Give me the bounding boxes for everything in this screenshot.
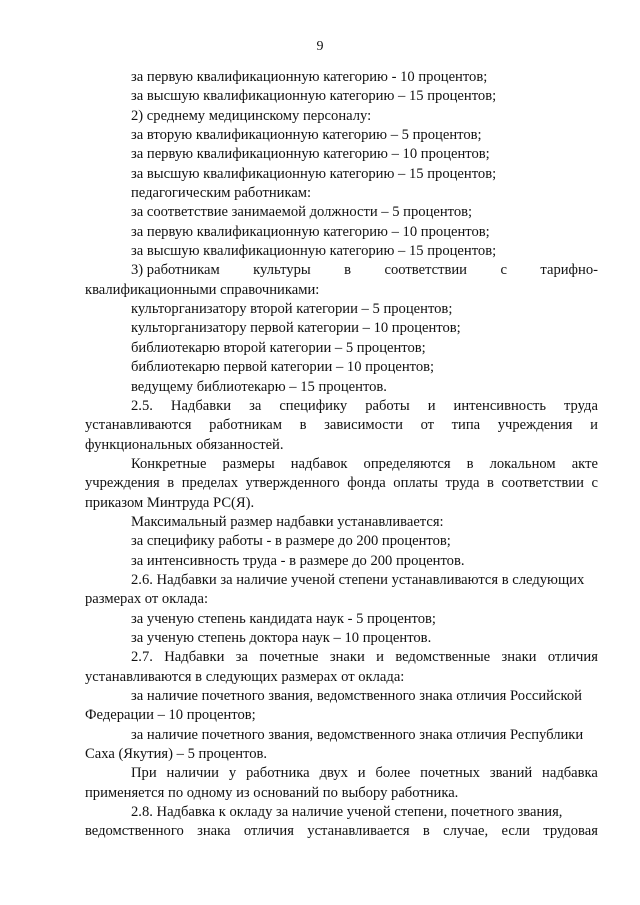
word: в (344, 262, 352, 279)
text-line: за наличие почетного звания, ведомственного знака отличия Российской (131, 688, 582, 704)
word: Надбавки (170, 397, 232, 414)
text-line: за высшую квалификационную категорию – 15 процентов; (131, 165, 497, 182)
word: устанавливаются (85, 417, 192, 434)
word: работникам (209, 417, 283, 434)
text-line: за первую квалификационную категорию - 10 процентов; (131, 69, 488, 85)
word: если (501, 823, 530, 840)
text-line: за ученую степень кандидата наук - 5 процентов; (131, 610, 436, 627)
text-line: за интенсивность труда - в размере до 200 процентов. (131, 552, 465, 569)
word: акте (571, 455, 598, 472)
word: от (420, 417, 435, 434)
text-line (85, 416, 598, 435)
word: Конкретные (131, 455, 207, 472)
text-line: за первую квалификационную категорию – 10 процентов; (131, 223, 490, 240)
text-line: Максимальный размер надбавки устанавливается: (131, 513, 444, 530)
word: учреждения (497, 417, 573, 434)
word: устанавливается (307, 823, 410, 840)
word: отличия (243, 823, 294, 840)
word: локальном (489, 455, 556, 472)
word: фонда (347, 475, 386, 492)
text-line: Саха (Якутия) – 5 процентов. (85, 746, 268, 763)
word: работника (246, 765, 310, 782)
word: знаки (329, 649, 365, 666)
word: двух (319, 765, 348, 782)
word: труда (564, 397, 598, 414)
text-line: функциональных обязанностей. (85, 436, 284, 453)
word: зависимости (324, 417, 403, 434)
word: трудовая (543, 823, 598, 840)
word: отличия (547, 649, 598, 666)
word: и (376, 649, 384, 666)
text-line: ведущему библиотекарю – 15 процентов. (131, 378, 387, 395)
text-line: 2.6. Надбавки за наличие ученой степени устанавливаются в следующих (131, 571, 585, 588)
word: соответствии (501, 475, 584, 492)
word: у (228, 765, 237, 782)
word: в (167, 475, 175, 492)
word: и (427, 397, 436, 414)
word: надбавка (542, 765, 598, 782)
text-line (85, 397, 598, 416)
word: за (235, 649, 249, 666)
word: с (500, 262, 507, 279)
word: случае, (443, 823, 489, 840)
word: знака (197, 823, 231, 840)
text-line: устанавливаются в следующих размерах от оклада: (85, 668, 405, 685)
text-line (85, 455, 598, 474)
text-line (85, 648, 598, 667)
page-number: 9 (316, 39, 324, 54)
word: почетные (259, 649, 319, 666)
text-line: размерах от оклада: (85, 591, 208, 608)
word: надбавок (290, 455, 348, 472)
word: почетных (420, 765, 480, 782)
text-line (85, 764, 598, 783)
word: культуры (253, 262, 311, 279)
word: Надбавки (164, 649, 225, 666)
word: ведомственного (85, 823, 184, 840)
word: наличии (166, 765, 219, 782)
word: специфику (279, 397, 348, 414)
word: в (422, 823, 430, 840)
word: званий (489, 765, 533, 782)
text-line: за наличие почетного звания, ведомственного знака отличия Республики (131, 726, 584, 743)
text-line: за высшую квалификационную категорию – 15 процентов; (131, 88, 497, 105)
text-line: педагогическим работникам: (131, 185, 312, 202)
word: в (299, 417, 307, 434)
word: 2.7. (131, 649, 153, 666)
word: труда (445, 475, 480, 492)
word: работы (365, 397, 410, 414)
text-line: 2) среднему медицинскому персоналу: (131, 107, 372, 124)
text-line (85, 261, 598, 280)
word: 3) работникам (131, 262, 220, 279)
word: оплаты (393, 475, 438, 492)
word: в (466, 455, 474, 472)
word: типа (451, 417, 481, 434)
text-line: библиотекарю второй категории – 5 процентов; (131, 339, 426, 356)
text-line: квалификационными справочниками: (85, 281, 320, 298)
word: и (590, 417, 598, 434)
text-line: за соответствие занимаемой должности – 5 процентов; (131, 204, 473, 221)
text-line (85, 474, 598, 493)
text-line: за первую квалификационную категорию – 10 процентов; (131, 146, 490, 163)
text-line: за ученую степень доктора наук – 10 процентов. (131, 629, 432, 646)
text-line: 2.8. Надбавка к окладу за наличие ученой степени, почетного звания, (131, 804, 563, 821)
word: с (591, 475, 598, 492)
word: определяются (363, 455, 451, 472)
text-line (85, 822, 598, 841)
word: утвержденного (245, 475, 340, 492)
word: в (487, 475, 494, 492)
document-body (85, 68, 598, 842)
text-line: за специфику работы - в размере до 200 процентов; (131, 533, 451, 550)
word: При (131, 765, 157, 782)
word: интенсивность (453, 397, 546, 414)
text-line: применяется по одному из оснований по выбору работника. (85, 784, 459, 801)
word: пределах (181, 475, 239, 492)
text-line: культорганизатору второй категории – 5 процентов; (131, 301, 453, 318)
word: учреждения (85, 475, 160, 492)
word: размеры (222, 455, 275, 472)
text-line: культорганизатору первой категории – 10 процентов; (131, 320, 461, 337)
word: 2.5. (131, 397, 153, 414)
word: тарифно- (540, 262, 598, 279)
word: соответствии (384, 262, 467, 279)
word: и (357, 765, 366, 782)
text-line: приказом Минтруда РС(Я). (85, 494, 255, 511)
word: за (249, 397, 262, 414)
word: ведомственные (395, 649, 491, 666)
text-line: за вторую квалификационную категорию – 5 процентов; (131, 127, 482, 144)
text-line: библиотекарю первой категории – 10 процентов; (131, 359, 435, 376)
word: более (375, 765, 411, 782)
text-line: за высшую квалификационную категорию – 15 процентов; (131, 243, 497, 260)
word: знаки (501, 649, 537, 666)
text-line: Федерации – 10 процентов; (85, 707, 256, 724)
